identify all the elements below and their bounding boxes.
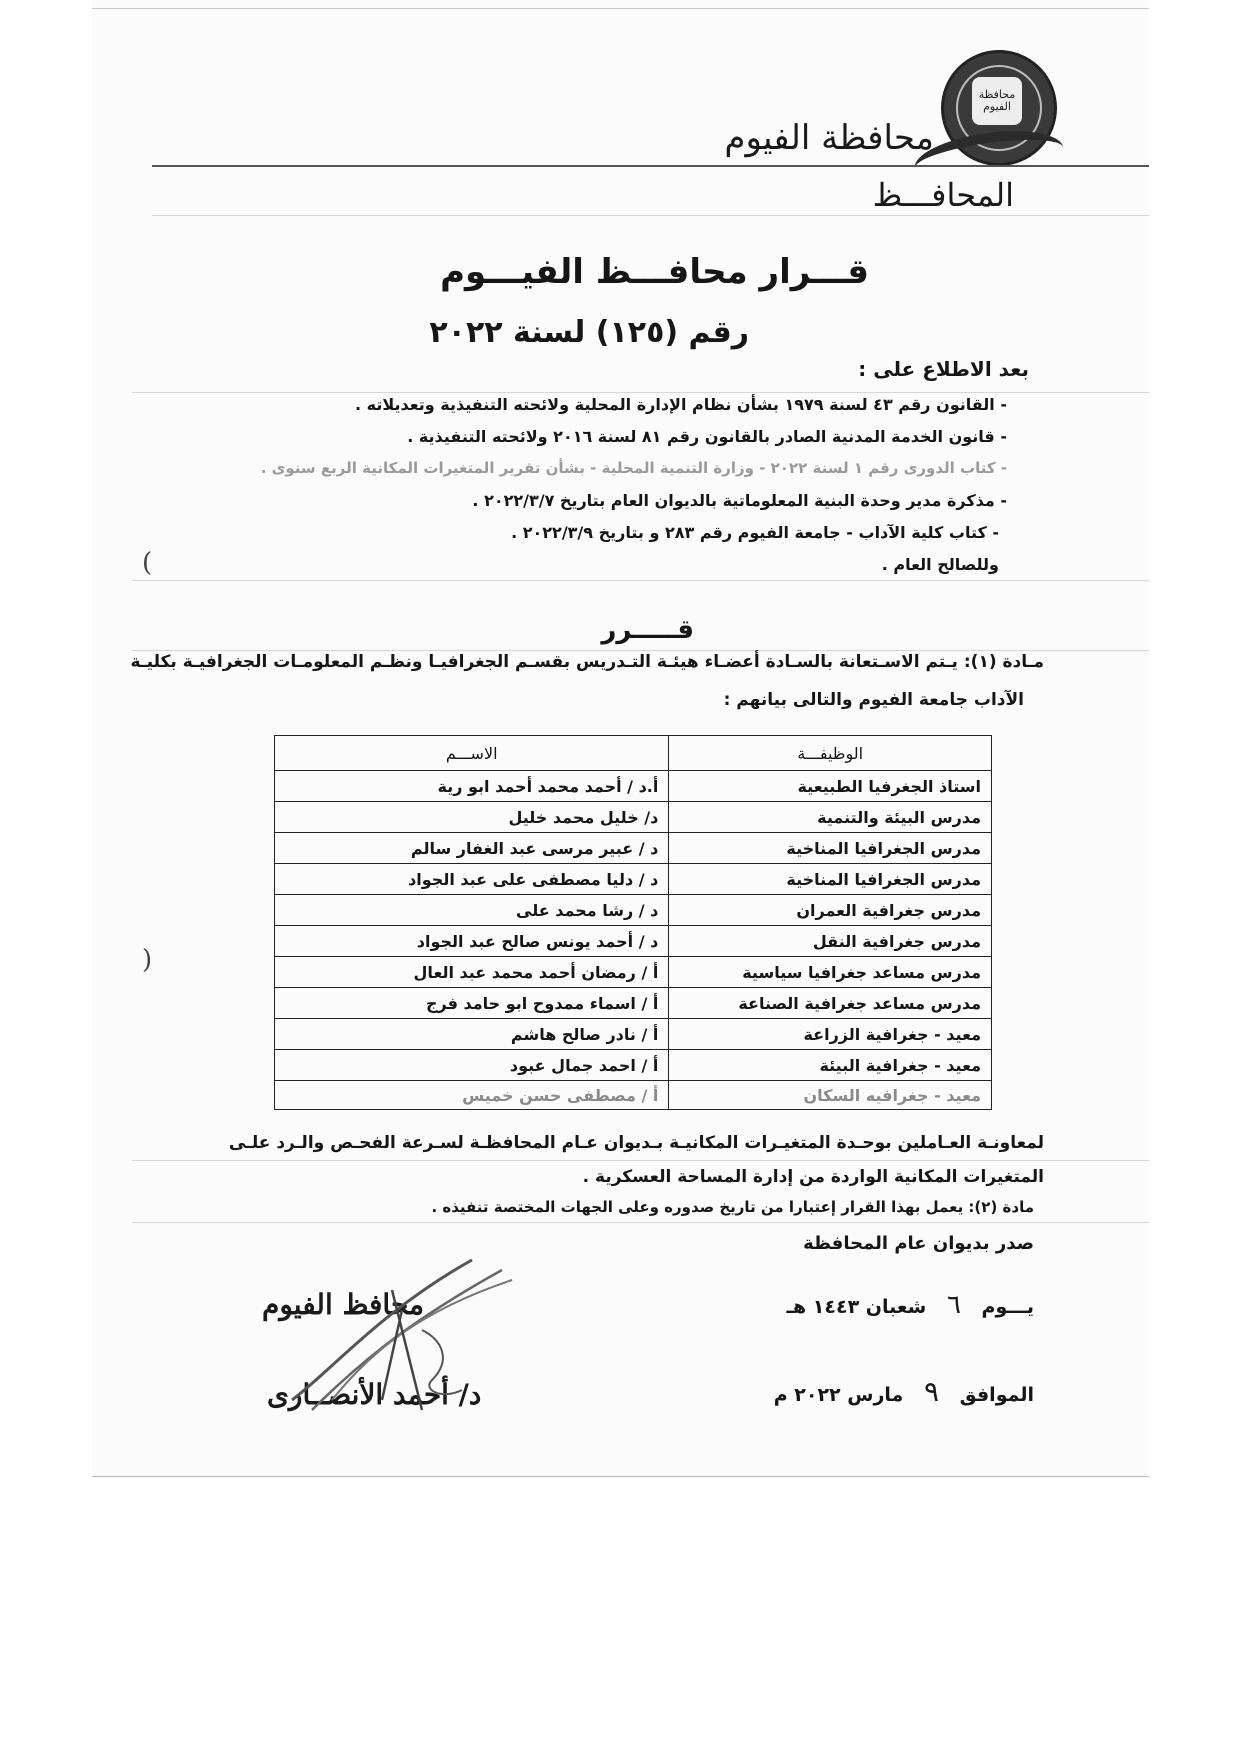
preamble-item: وللصالح العام . — [881, 555, 999, 574]
signature-title: محافظ الفيوم — [262, 1288, 425, 1321]
name-cell: د/ خليل محمد خليل — [275, 802, 669, 833]
preamble-item: - القانون رقم ٤٣ لسنة ١٩٧٩ بشأن نظام الإدارة المحلية ولائحته التنفيذية وتعديلاته . — [354, 395, 1007, 414]
greg-prefix: الموافق — [959, 1384, 1034, 1406]
table-row — [275, 988, 992, 1019]
name-cell: أ / نادر صالح هاشم — [275, 1019, 669, 1050]
article1-line1: مـادة (١): يـتم الاسـتعانة بالسـادة أعضـاء هيئـة التـدريس بقسـم الجغرافيـا ونظـم المعلومـات الجغرافيـة بكليـة — [130, 652, 1044, 672]
preamble-heading: بعد الاطلاع على : — [858, 357, 1029, 381]
decree-heading: قـــــرر — [601, 615, 694, 645]
name-cell: أ / رمضان أحمد محمد عبد العال — [275, 957, 669, 988]
name-cell: د / عبير مرسى عبد الغفار سالم — [275, 833, 669, 864]
name-cell: د / أحمد يونس صالح عبد الجواد — [275, 926, 669, 957]
name-cell: أ / احمد جمال عبود — [275, 1050, 669, 1081]
closing-rule-2 — [132, 1222, 1149, 1223]
name-cell: أ.د / أحمد محمد أحمد ابو رية — [275, 771, 669, 802]
table-row — [275, 895, 992, 926]
table-row — [275, 833, 992, 864]
job-cell: معيد - جغرافية الزراعة — [669, 1019, 992, 1050]
table-header-row — [275, 736, 992, 771]
greg-number: ٩ — [923, 1375, 939, 1408]
preamble-rule-2 — [132, 580, 1149, 581]
name-cell: د / رشا محمد على — [275, 895, 669, 926]
preamble-item-faded: - كتاب الدورى رقم ١ لسنة ٢٠٢٢ - وزارة التنمية المحلية - بشأن تقرير المتغيرات المكانية الربع سنوى . — [260, 459, 1007, 477]
hijri-text: شعبان ١٤٤٣ هـ — [786, 1296, 927, 1318]
name-cell: أ / اسماء ممدوح ابو حامد فرج — [275, 988, 669, 1019]
org-name: محافظة الفيوم — [724, 118, 934, 158]
handwritten-signature — [272, 1250, 532, 1420]
issued-line: صدر بديوان عام المحافظة — [803, 1233, 1034, 1254]
greg-text: مارس ٢٠٢٢ م — [773, 1384, 904, 1406]
table-row — [275, 1019, 992, 1050]
seal-emblem: محافظة الفيوم — [972, 77, 1022, 125]
job-cell: مدرس الجغرافيا المناخية — [669, 864, 992, 895]
name-cell: د / دليا مصطفى على عبد الجواد — [275, 864, 669, 895]
closing-line2: المتغيرات المكانية الواردة من إدارة المساحة العسكرية . — [582, 1167, 1044, 1187]
job-cell: مدرس الجغرافيا المناخية — [669, 833, 992, 864]
table-row — [275, 802, 992, 833]
table-row — [275, 771, 992, 802]
scan-edge-bottom — [92, 1476, 1149, 1477]
table-row — [275, 1050, 992, 1081]
scan-edge-top — [92, 8, 1149, 9]
job-cell: معيد - جغرافية البيئة — [669, 1050, 992, 1081]
staff-table — [274, 735, 992, 1110]
job-cell: استاذ الجغرفيا الطبيعية — [669, 771, 992, 802]
job-cell: معيد - جغرافيه السكان — [669, 1081, 992, 1110]
hijri-date — [786, 1290, 1034, 1320]
table-row — [275, 926, 992, 957]
article1-line2: الآداب جامعة الفيوم والتالى بيانهم : — [723, 690, 1024, 710]
table-row — [275, 957, 992, 988]
decree-rule — [132, 650, 1149, 651]
column-header-job: الوظيفـــة — [669, 736, 992, 771]
job-cell: مدرس مساعد جغرافيا سياسية — [669, 957, 992, 988]
governorate-seal — [941, 50, 1057, 166]
preamble-item: - كتاب كلية الآداب - جامعة الفيوم رقم ٢٨٣ و بتاريخ ٢٠٢٢/٣/٩ . — [511, 523, 999, 542]
office-label: المحافـــظ — [872, 176, 1014, 214]
preamble-rule — [132, 392, 1149, 393]
job-cell: مدرس البيئة والتنمية — [669, 802, 992, 833]
day-prefix: يـــوم — [981, 1296, 1034, 1318]
table-row — [275, 864, 992, 895]
name-cell: أ / مصطفى حسن خميس — [275, 1081, 669, 1110]
column-header-name: الاســـم — [275, 736, 669, 771]
decision-title: قـــرار محافـــظ الفيـــوم — [440, 252, 869, 292]
margin-mark: ( — [142, 945, 153, 975]
margin-mark: ) — [142, 548, 153, 578]
header-rule — [152, 165, 1149, 167]
gregorian-date — [774, 1375, 1034, 1408]
signature-name: د/ أحمد الأنصــارى — [267, 1378, 482, 1411]
table-row — [275, 1081, 992, 1110]
scanned-page — [92, 0, 1149, 1478]
header-rule-2 — [152, 215, 1149, 216]
day-number: ٦ — [946, 1290, 961, 1320]
preamble-item: - قانون الخدمة المدنية الصادر بالقانون رقم ٨١ لسنة ٢٠١٦ ولائحته التنفيذية . — [407, 427, 1007, 446]
closing-line1: لمعاونـة العـاملين بوحـدة المتغيـرات المكانيـة بـديوان عـام المحافظـة لسـرعة الفحـص والـرد علـى — [228, 1133, 1044, 1153]
closing-rule — [132, 1160, 1149, 1161]
article2: مادة (٢): يعمل بهذا القرار إعتبارا من تاريخ صدوره وعلى الجهات المختصة تنفيذه . — [431, 1198, 1034, 1216]
job-cell: مدرس جغرافية العمران — [669, 895, 992, 926]
preamble-item: - مذكرة مدير وحدة البنية المعلوماتية بالديوان العام بتاريخ ٢٠٢٢/٣/٧ . — [472, 491, 1007, 510]
job-cell: مدرس جغرافية النقل — [669, 926, 992, 957]
job-cell: مدرس مساعد جغرافية الصناعة — [669, 988, 992, 1019]
decision-number: رقم (١٢٥) لسنة ٢٠٢٢ — [429, 315, 749, 350]
